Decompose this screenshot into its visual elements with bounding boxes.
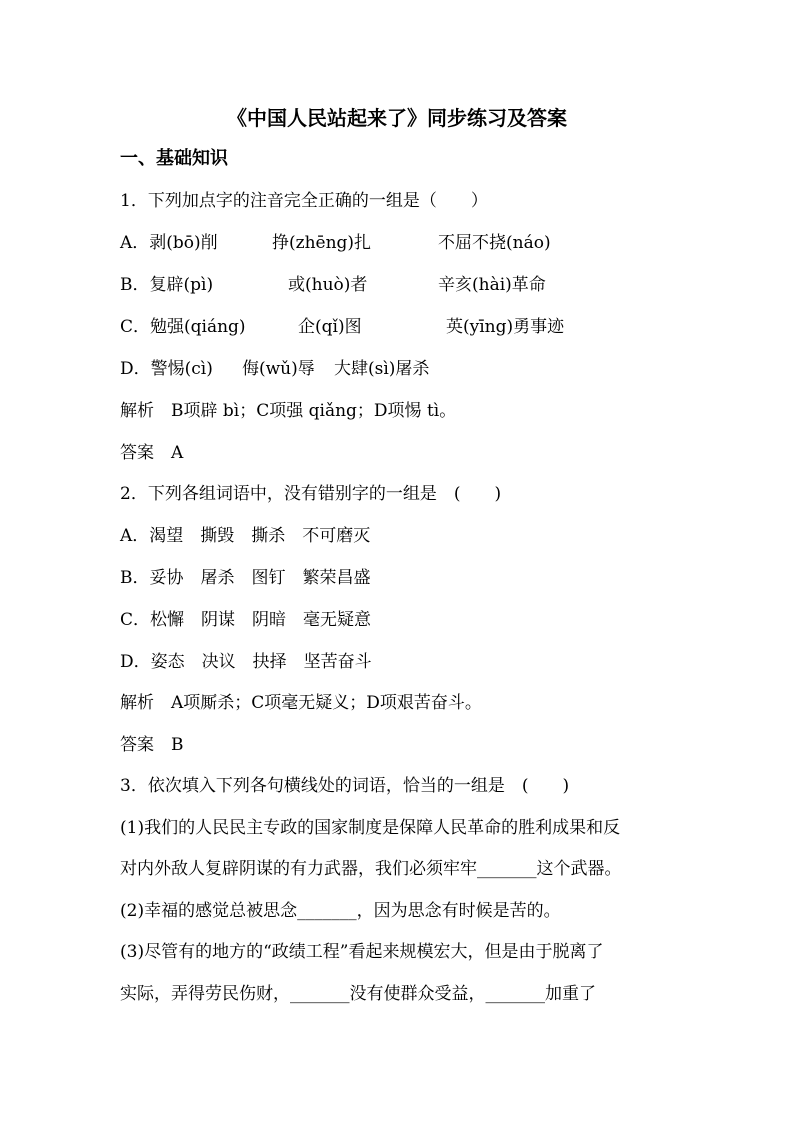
page-title: 《中国人民站起来了》同步练习及答案: [227, 106, 567, 130]
option-part: A．剥(bō)削: [120, 233, 218, 253]
question-3-line: 实际，弄得劳民伤财，_______没有使群众受益，_______加重了: [120, 984, 596, 1004]
option-part: 辛亥(hài)革命: [438, 275, 546, 295]
question-3-line: (3)尽管有的地方的“政绩工程”看起来规模宏大，但是由于脱离了: [120, 942, 604, 962]
option-part: 挣(zhēng)扎: [272, 233, 372, 253]
question-2-answer: 答案 B: [120, 735, 184, 755]
section-heading: 一、基础知识: [120, 148, 228, 169]
option-part: 侮(wǔ)辱: [242, 359, 315, 379]
option-part: 不屈不挠(náo): [438, 233, 551, 253]
question-3-line: (2)幸福的感觉总被思念_______，因为思念有时候是苦的。: [120, 901, 561, 921]
question-2-option-a: A．渴望 撕毁 撕杀 不可磨灭: [120, 526, 371, 546]
option-part: 英(yīng)勇事迹: [446, 317, 565, 337]
option-part: 大肆(sì)屠杀: [334, 359, 430, 379]
question-2-analysis: 解析 A项厮杀；C项毫无疑义；D项艰苦奋斗。: [120, 693, 482, 713]
question-1-stem: 1．下列加点字的注音完全正确的一组是（ ）: [120, 191, 488, 211]
option-part: B．复辟(pì): [120, 275, 214, 295]
question-2-option-d: D．姿态 决议 抉择 坚苦奋斗: [120, 652, 372, 672]
option-part: C．勉强(qiáng): [120, 317, 246, 337]
question-3-stem: 3．依次填入下列各句横线处的词语，恰当的一组是 ( ): [120, 776, 570, 796]
question-2-option-c: C．松懈 阴谋 阴暗 毫无疑意: [120, 610, 372, 630]
question-3-line: (1)我们的人民民主专政的国家制度是保障人民革命的胜利成果和反: [120, 818, 621, 838]
option-part: 企(qǐ)图: [298, 317, 362, 337]
question-2-stem: 2．下列各组词语中，没有错别字的一组是 ( ): [120, 484, 502, 504]
option-part: 或(huò)者: [288, 275, 368, 295]
question-1-analysis: 解析 B项辟 bì；C项强 qiǎng；D项惕 tì。: [120, 401, 457, 421]
question-2-option-b: B．妥协 屠杀 图钉 繁荣昌盛: [120, 568, 371, 588]
option-part: D．警惕(cì): [120, 359, 213, 379]
question-3-line: 对内外敌人复辟阴谋的有力武器，我们必须牢牢_______这个武器。: [120, 859, 622, 879]
question-1-answer: 答案 A: [120, 443, 184, 463]
